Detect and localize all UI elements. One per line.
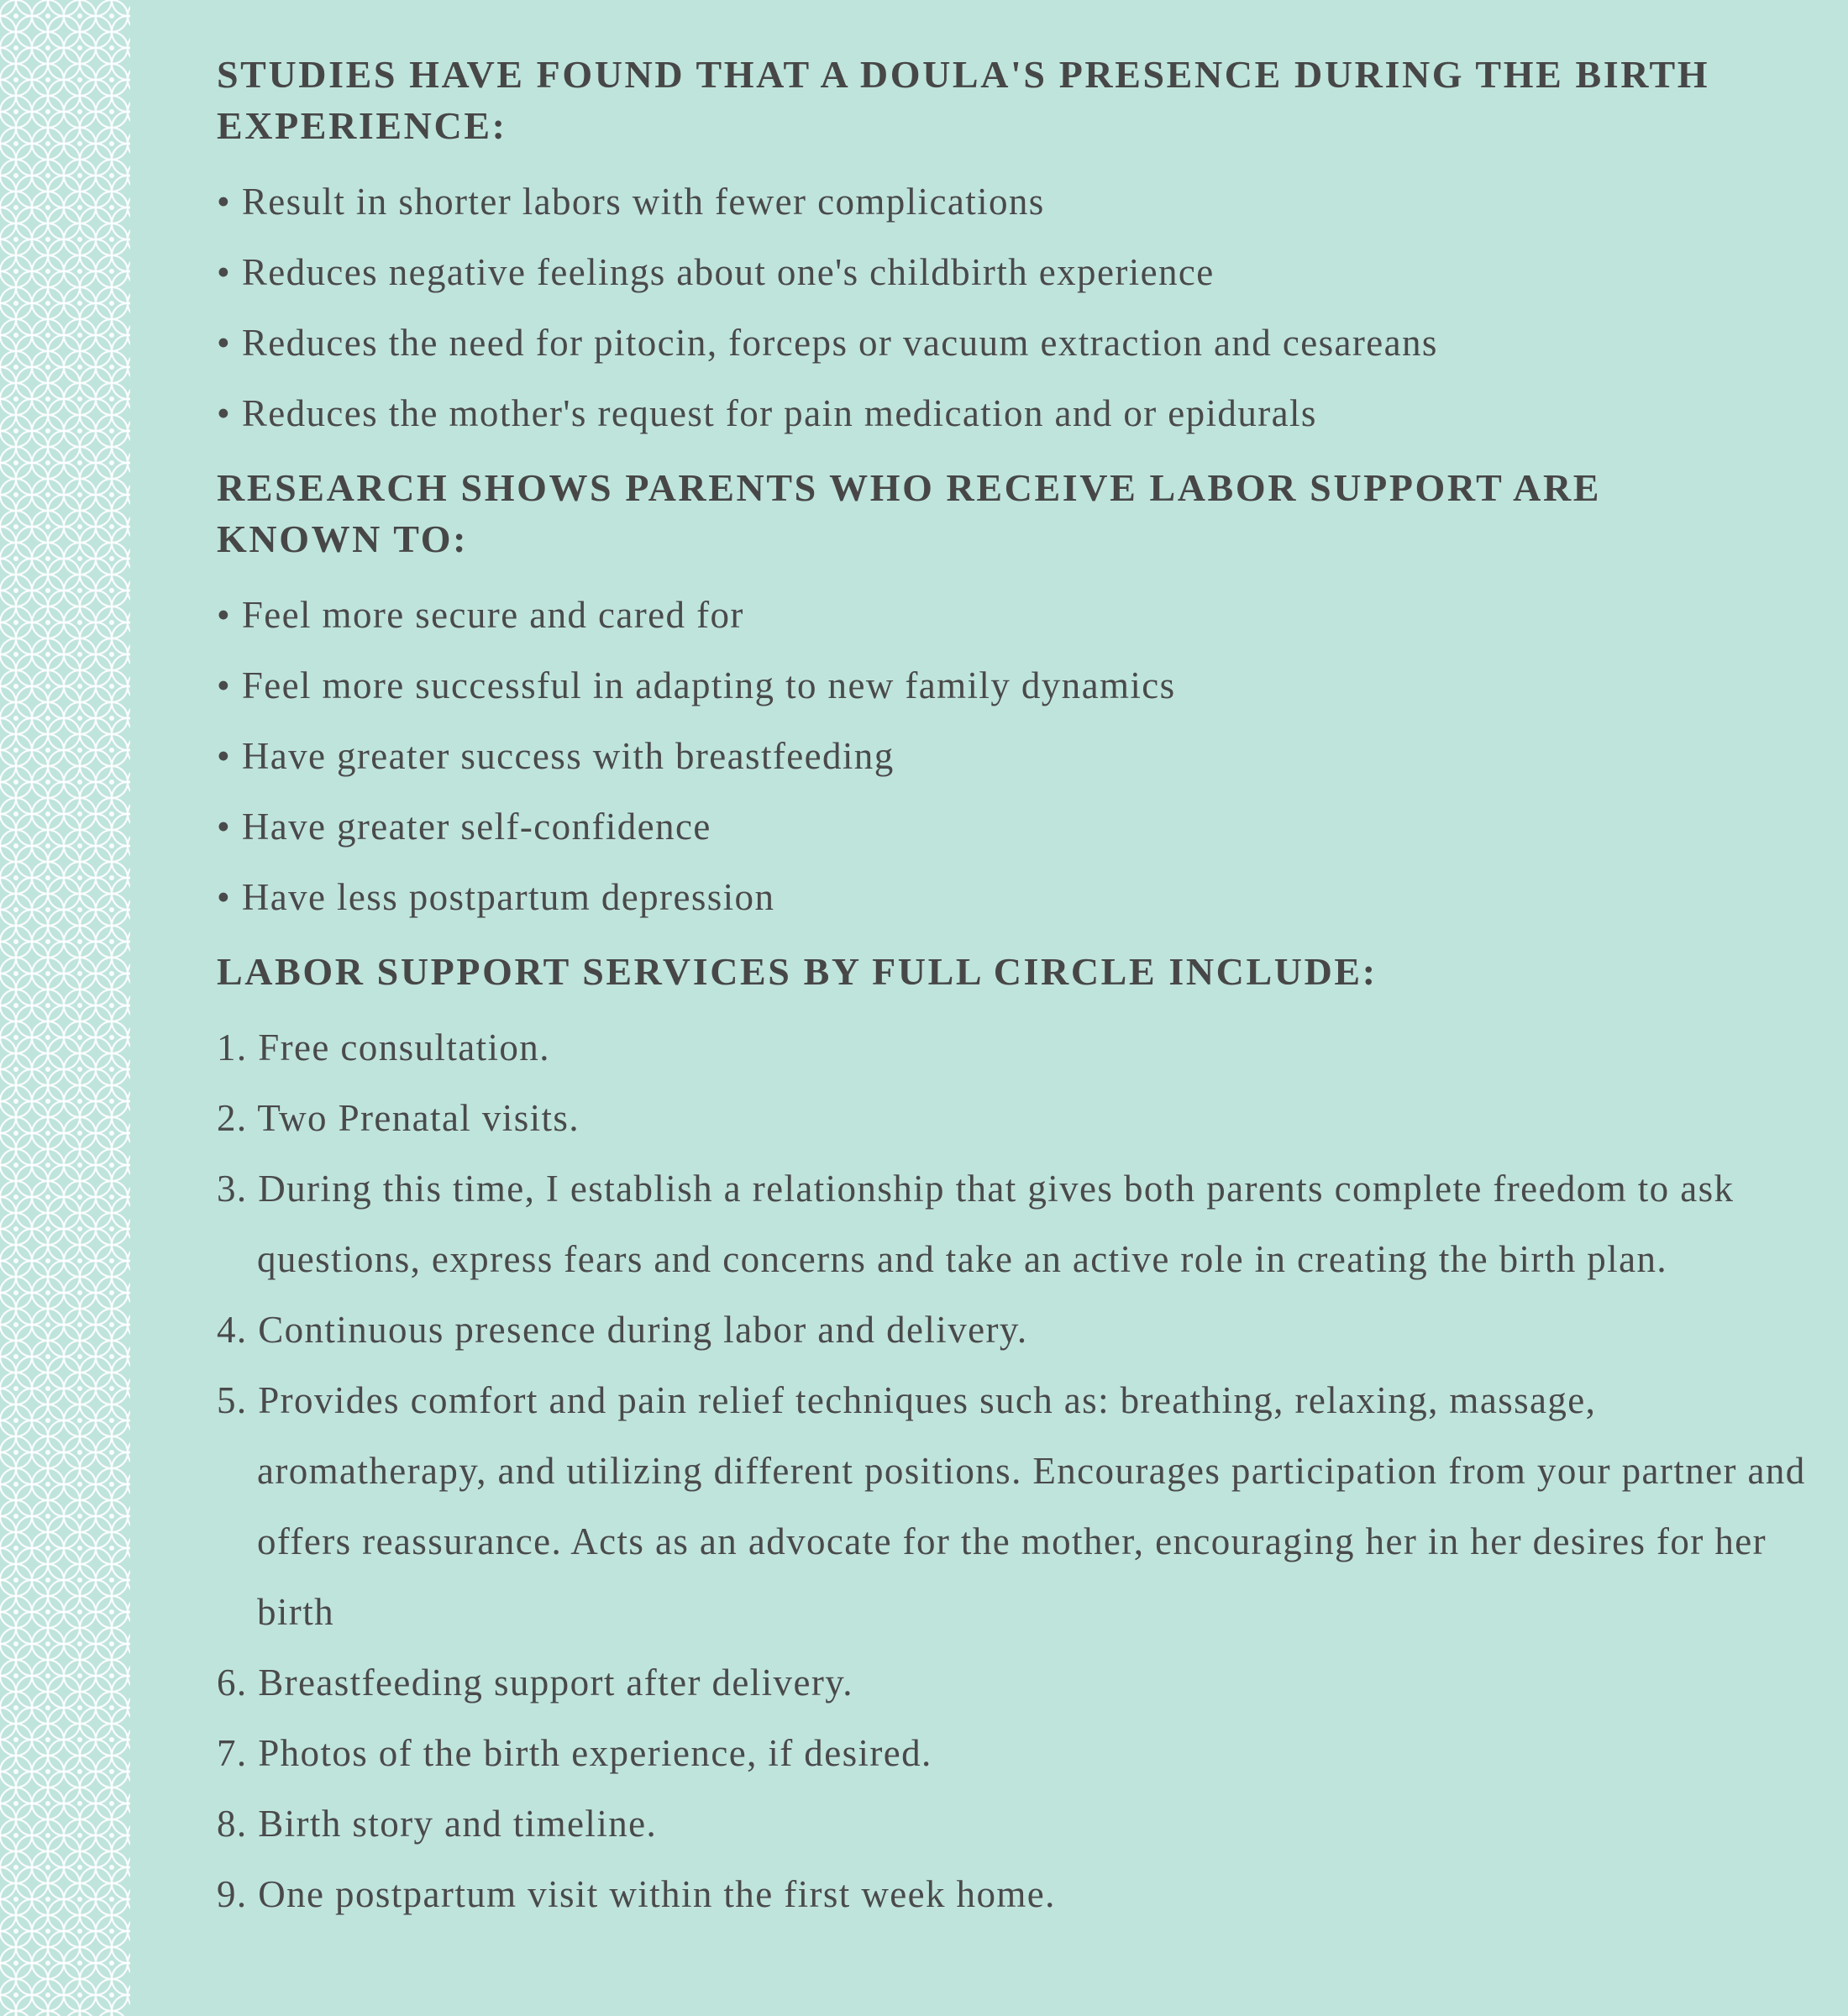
- section-heading-studies: STUDIES HAVE FOUND THAT A DOULA'S PRESENCE DURING THE BIRTH EXPERIENCE:: [217, 53, 1710, 147]
- list-item: • Feel more secure and cared for: [217, 594, 744, 636]
- list-item: • Have greater success with breastfeeding: [217, 735, 895, 777]
- list-item: 7. Photos of the birth experience, if desired.: [217, 1732, 932, 1774]
- list-item: 6. Breastfeeding support after delivery.: [217, 1662, 853, 1704]
- main-content: [217, 49, 1813, 1929]
- section-heading-research: RESEARCH SHOWS PARENTS WHO RECEIVE LABOR SUPPORT ARE KNOWN TO:: [217, 466, 1602, 560]
- list-item: 4. Continuous presence during labor and delivery.: [217, 1309, 1028, 1351]
- list-item: 2. Two Prenatal visits.: [217, 1097, 580, 1139]
- list-item: • Reduces the mother's request for pain medication and or epidurals: [217, 392, 1317, 434]
- list-item: • Result in shorter labors with fewer complications: [217, 181, 1045, 223]
- studies-list: [217, 166, 1813, 449]
- list-item: 8. Birth story and timeline.: [217, 1803, 658, 1845]
- list-item: 1. Free consultation.: [217, 1026, 550, 1068]
- list-item: • Have greater self-confidence: [217, 806, 711, 848]
- lattice-pattern-graphic: [0, 0, 130, 2016]
- list-item: • Reduces the need for pitocin, forceps or vacuum extraction and cesareans: [217, 322, 1438, 364]
- list-item: 3. During this time, I establish a relationship that gives both parents complete freedom to ask questions, express fears and concerns and take an active role in creating the birth plan.: [217, 1168, 1735, 1280]
- section-heading-services: LABOR SUPPORT SERVICES BY FULL CIRCLE INCLUDE:: [217, 950, 1378, 993]
- list-item: • Reduces negative feelings about one's childbirth experience: [217, 251, 1215, 293]
- list-item: 9. One postpartum visit within the first week home.: [217, 1873, 1056, 1915]
- list-item: • Have less postpartum depression: [217, 876, 775, 918]
- list-item: • Feel more successful in adapting to new family dynamics: [217, 664, 1176, 706]
- list-item: 5. Provides comfort and pain relief techniques such as: breathing, relaxing, massage, aromatherapy, and utilizing different positions. Encourages participation from your partner and offers reassurance. Acts as an advocate for the mother, encouraging her in her desires for her birth: [217, 1379, 1806, 1633]
- research-list: [217, 580, 1813, 932]
- decorative-lattice-pattern: [0, 0, 130, 2016]
- services-list: [217, 1012, 1813, 1929]
